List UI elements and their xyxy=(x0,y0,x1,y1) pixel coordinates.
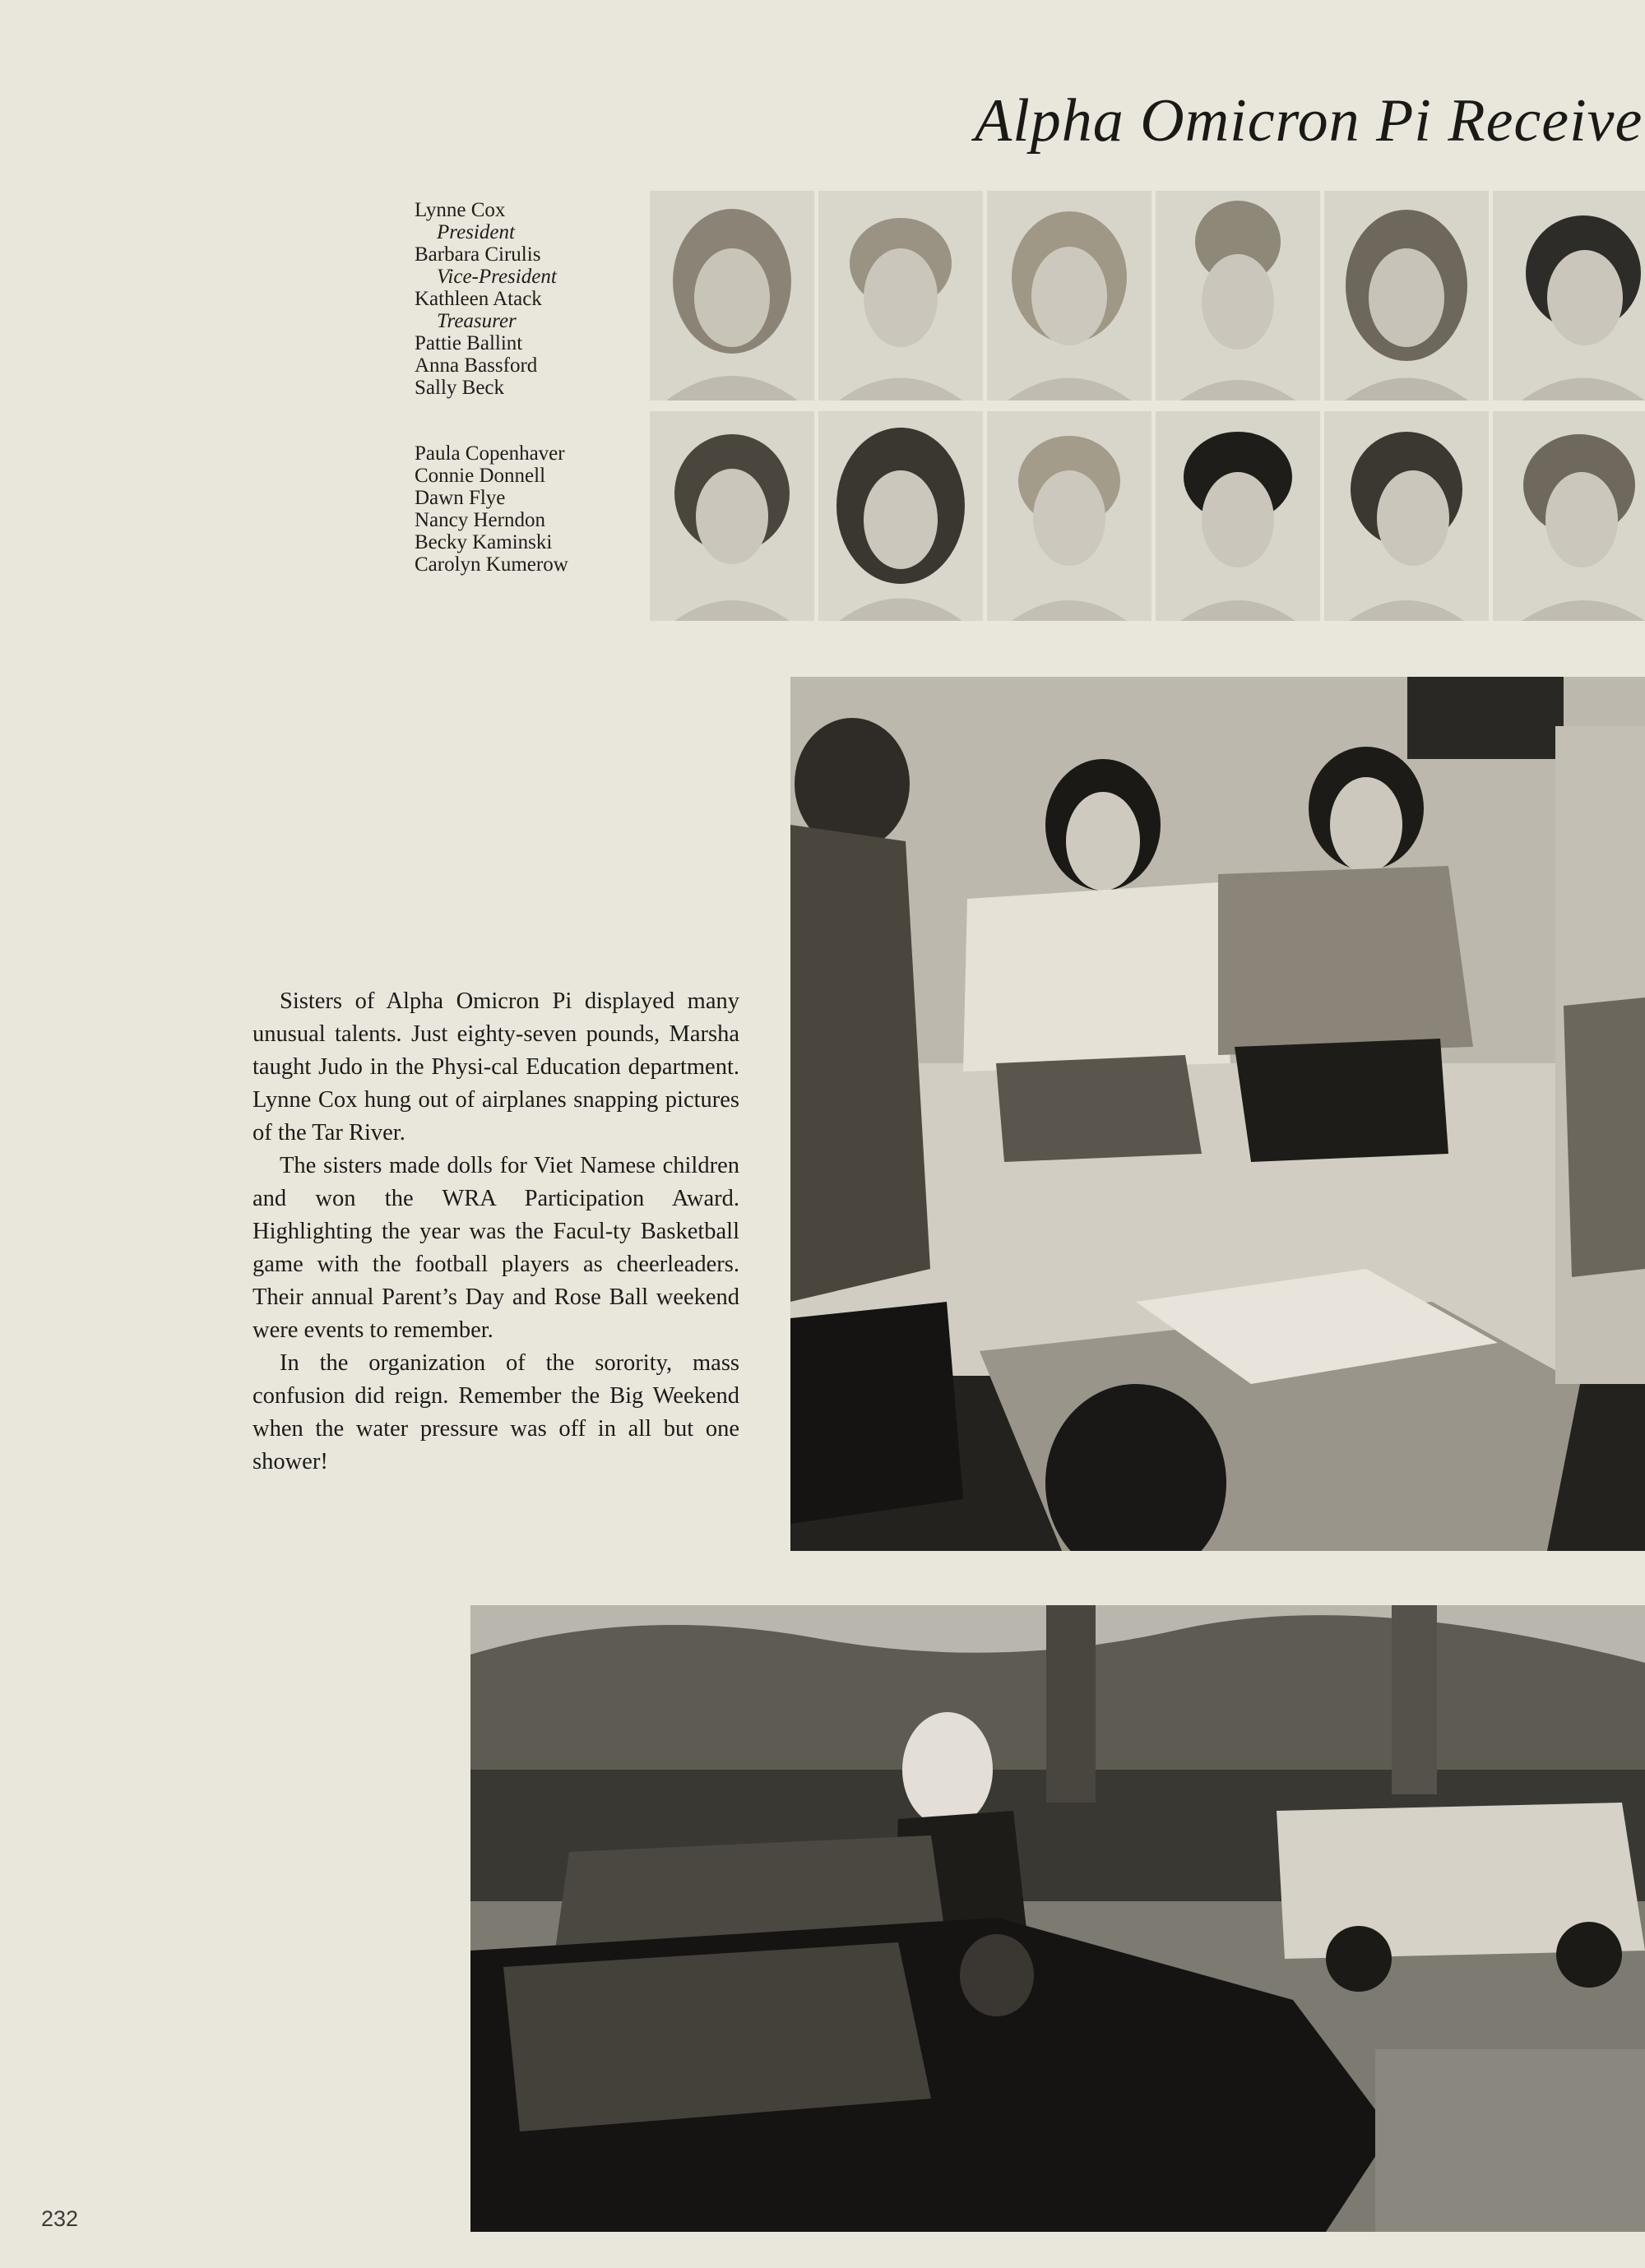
roster-name: Anna Bassford xyxy=(415,354,538,377)
article-body xyxy=(253,985,739,1479)
page-title: Alpha Omicron Pi Receive xyxy=(975,87,1643,155)
roster-name: Nancy Herndon xyxy=(415,509,545,531)
portrait-nancy-herndon xyxy=(1156,411,1320,621)
portrait-anna-bassford xyxy=(1324,191,1489,400)
portrait-sally-beck xyxy=(1493,191,1645,400)
article-paragraph: In the organization of the sorority, mass confusion did reign. Remember the Big Weekend when the water pressure was off in all but one shower! xyxy=(253,1350,739,1474)
portrait-connie-donnell xyxy=(818,411,983,621)
roster-group-1 xyxy=(415,199,628,399)
roster-name: Kathleen Atack xyxy=(415,288,542,310)
portrait-pattie-ballint xyxy=(1156,191,1320,400)
portrait-barbara-cirulis xyxy=(818,191,983,400)
roster-name: Becky Kaminski xyxy=(415,531,553,553)
roster-title: Vice-President xyxy=(437,266,557,288)
roster-name: Dawn Flye xyxy=(415,487,506,509)
portrait-becky-kaminski xyxy=(1324,411,1489,621)
article-paragraph: The sisters made dolls for Viet Namese children and won the WRA Participation Award. Highlighting the year was the Facul-ty Basketball game with the football players as cheerleaders. Their annual Parent’s Day and Rose Ball weekend were events to remember. xyxy=(253,1153,739,1343)
portrait-paula-copenhaver xyxy=(650,411,814,621)
roster-name: Pattie Ballint xyxy=(415,332,523,354)
roster-name: Lynne Cox xyxy=(415,199,506,221)
portrait-kathleen-atack xyxy=(987,191,1152,400)
photo-homecoming-parade xyxy=(470,1605,1645,2232)
roster-title: Treasurer xyxy=(437,310,517,332)
roster-title: President xyxy=(437,221,515,243)
photo-sisters-making-dolls xyxy=(790,677,1645,1551)
page-number: 232 xyxy=(41,2206,79,2231)
roster-name: Connie Donnell xyxy=(415,465,546,487)
portrait-lynne-cox xyxy=(650,191,814,400)
roster-name: Paula Copenhaver xyxy=(415,442,565,465)
article-paragraph: Sisters of Alpha Omicron Pi displayed many unusual talents. Just eighty-seven pounds, Marsha taught Judo in the Physi-cal Education department. Lynne Cox hung out of airplanes snapping pictures of the Tar River. xyxy=(253,988,739,1146)
roster-name: Carolyn Kumerow xyxy=(415,553,568,576)
roster-name: Barbara Cirulis xyxy=(415,243,541,266)
roster-group-2 xyxy=(415,442,628,576)
portrait-carolyn-kumerow xyxy=(1493,411,1645,621)
portrait-dawn-flye xyxy=(987,411,1152,621)
roster-name: Sally Beck xyxy=(415,377,505,399)
